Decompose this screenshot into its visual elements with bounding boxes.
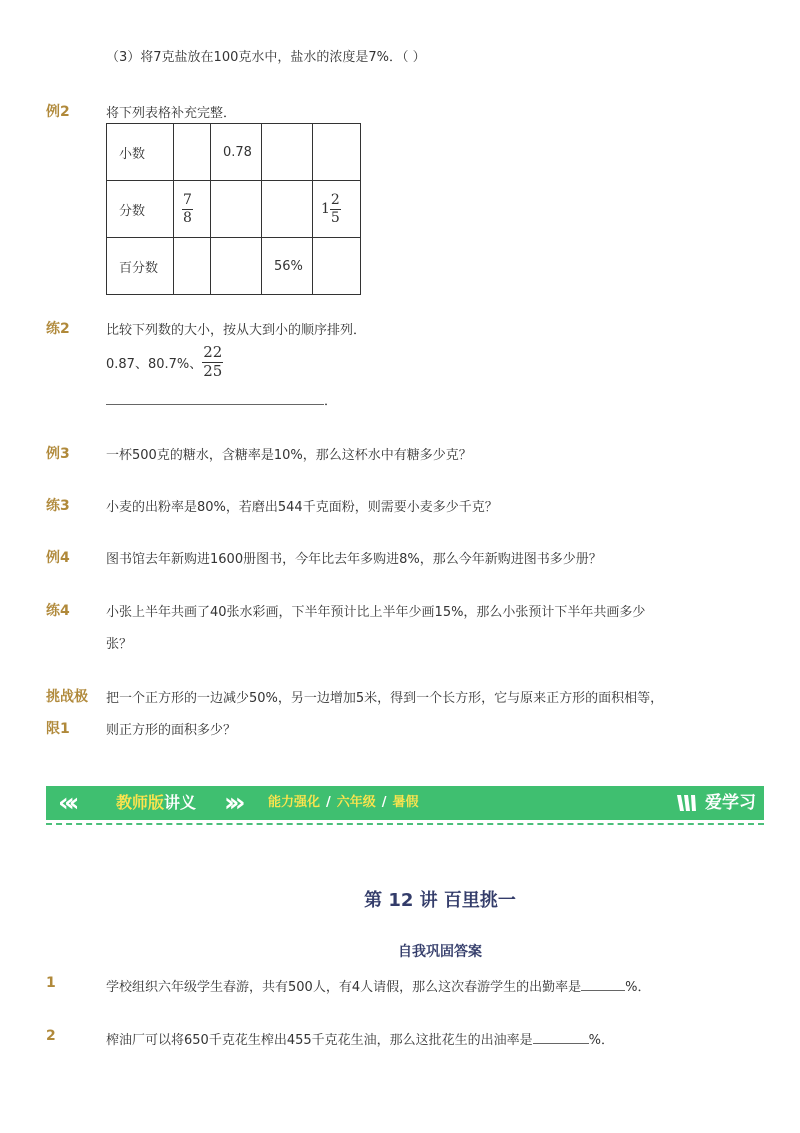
practice-4-line-1: 小张上半年共画了40张水彩画，下半年预计比上半年少画15%，那么小张预计下半年共画多少: [106, 605, 646, 620]
example-4-text: 图书馆去年新购进1600册图书，今年比去年多购进8%，那么今年新购进图书多少册？: [106, 552, 602, 567]
mixed-whole: 1: [321, 201, 330, 217]
answer-2-blank[interactable]: [533, 1043, 589, 1044]
lecture-title: 第 12 讲 百里挑一: [364, 890, 516, 911]
cell-fraction-4: [313, 181, 361, 238]
challenge-line-2: 则正方形的面积多少？: [106, 723, 237, 738]
example-2-text: 将下列表格补充完整．: [106, 106, 237, 121]
question-3-line: （3）将7克盐放在100克水中，盐水的浓度是7%．（ ）: [106, 50, 426, 65]
row-label-percent: 百分数: [107, 238, 174, 295]
challenge-tag-line-2: 限1: [46, 721, 70, 737]
example-4-tag: 例4: [46, 550, 70, 566]
answer-1-blank[interactable]: [581, 990, 625, 991]
practice-2-tag: 练2: [46, 321, 70, 337]
challenge-tag-line-1: 挑战极: [46, 689, 88, 705]
practice-4-line-2: 张？: [106, 637, 133, 652]
challenge-line-1: 把一个正方形的一边减少50%，另一边增加5米，得到一个长方形，它与原来正方形的面积相等，: [106, 691, 664, 706]
answer-1-number: 1: [46, 975, 56, 991]
row-label-decimal: 小数: [107, 124, 174, 181]
conversion-table: [106, 123, 361, 295]
example-3-tag: 例3: [46, 446, 70, 462]
answers-section-title: 自我巩固答案: [398, 944, 482, 960]
cell-percent-1[interactable]: [174, 238, 211, 295]
cell-fraction-1: [174, 181, 211, 238]
cell-decimal-1[interactable]: [174, 124, 211, 181]
practice-3-text: 小麦的出粉率是80%，若磨出544千克面粉，则需要小麦多少千克？: [106, 500, 498, 515]
practice-2-values: 0.87、80.7%、: [106, 356, 203, 372]
row-label-fraction: 分数: [107, 181, 174, 238]
cell-fraction-3[interactable]: [262, 181, 313, 238]
chevrons-left-icon: «‹: [58, 788, 74, 818]
logo-stripes-icon: [675, 793, 701, 813]
cell-fraction-2[interactable]: [211, 181, 262, 238]
practice-2-text: 比较下列数的大小，按从大到小的顺序排列．: [106, 323, 367, 338]
answer-2-number: 2: [46, 1028, 56, 1044]
answer-blank[interactable]: [106, 404, 324, 405]
cell-percent-3: 56%: [262, 238, 313, 295]
fraction-two-fifths: $\frac{2}{5}$: [330, 191, 340, 226]
practice-2-answer-line: ．: [106, 390, 337, 409]
cell-percent-4[interactable]: [313, 238, 361, 295]
cell-decimal-4[interactable]: [313, 124, 361, 181]
teacher-edition-banner: [46, 786, 764, 820]
answer-1-line: 学校组织六年级学生春游，共有500人，有4人请假，那么这次春游学生的出勤率是 %．: [106, 980, 651, 995]
brand-logo: 爱学习: [675, 786, 756, 820]
answer-2-line: 榨油厂可以将650千克花生榨出455千克花生油，那么这批花生的出油率是 %．: [106, 1033, 614, 1048]
banner-dotted-divider: [46, 823, 764, 825]
fraction-22-25: $\frac{22}{25}$: [203, 343, 223, 380]
example-3-text: 一杯500克的糖水，含糖率是10%，那么这杯水中有糖多少克？: [106, 448, 472, 463]
cell-decimal-2: 0.78: [211, 124, 262, 181]
cell-decimal-3[interactable]: [262, 124, 313, 181]
practice-3-tag: 练3: [46, 498, 70, 514]
example-2-tag: 例2: [46, 104, 70, 120]
fraction-seven-eighths: $\frac{7}{8}$: [183, 191, 192, 226]
cell-percent-2[interactable]: [211, 238, 262, 295]
practice-2-values-row: [106, 345, 223, 380]
practice-4-tag: 练4: [46, 603, 70, 619]
banner-subtitle: 能力强化 / 六年级 / 暑假: [268, 795, 419, 810]
banner-title: 教师版讲义: [116, 793, 197, 812]
chevrons-right-icon: ›»: [224, 788, 240, 818]
